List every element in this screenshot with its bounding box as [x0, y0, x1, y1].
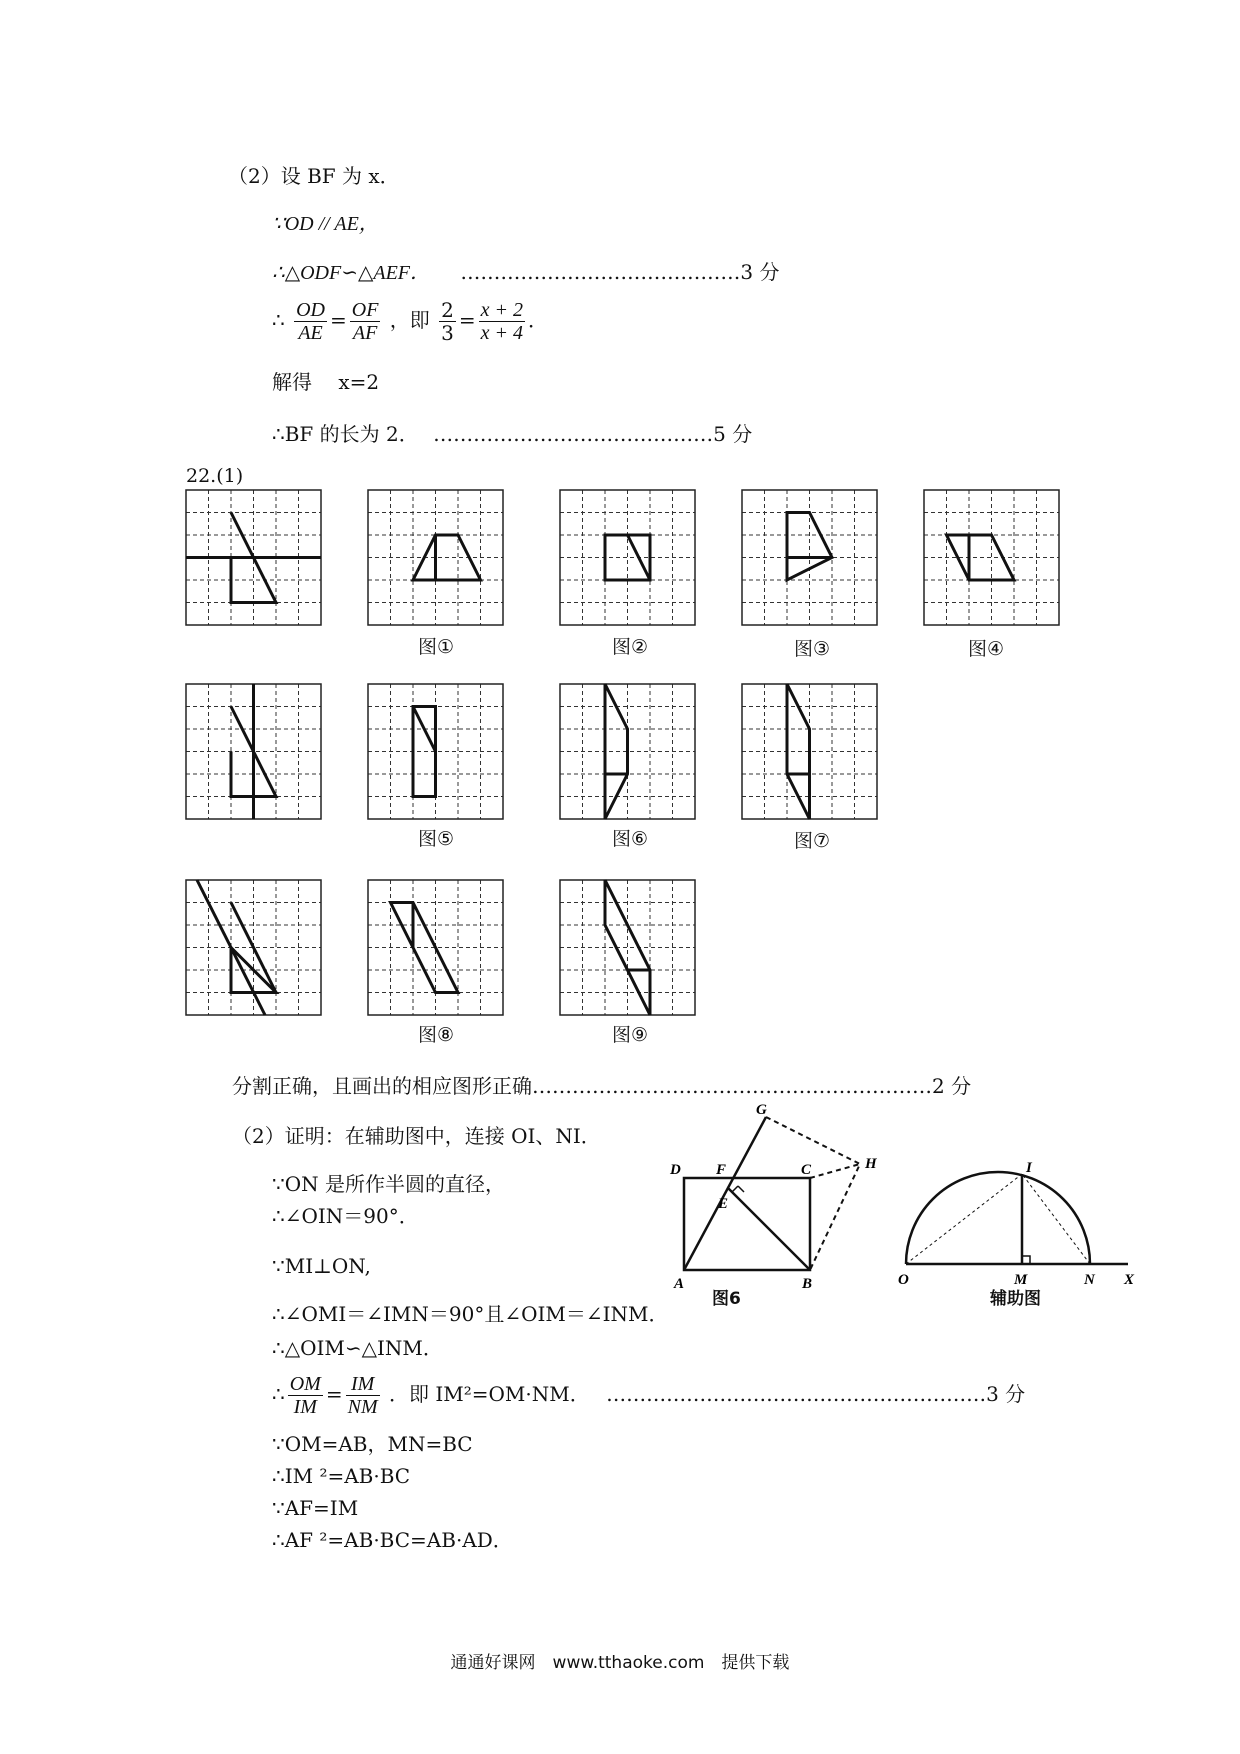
fraction-2-3: $\frac{2}{3}$: [441, 298, 454, 345]
proof-line-7: ∴ $\frac{OM}{IM}$ = $\frac{IM}{NM}$ ．即 IM²=OM·NM． …………………………………………………3 分: [272, 1373, 1026, 1418]
fraction-x-terms: $\frac{x + 2}{x + 4}$: [480, 299, 524, 344]
label-e: E: [718, 1196, 729, 1212]
bf-result: ∴BF 的长为 2．: [272, 422, 419, 446]
rectangle-abcd: [684, 1178, 810, 1270]
caption-fig7: 图⑦: [794, 830, 831, 852]
line-od-parallel-ae: ∵OD // AE，: [272, 213, 379, 235]
fraction-om-im: $\frac{OM}{IM}$: [289, 1373, 321, 1418]
label-b: B: [802, 1276, 813, 1292]
caption-fig3: 图③: [794, 638, 831, 660]
proof-line-7-rest: ．即 IM²=OM·NM．: [388, 1382, 590, 1406]
label-n: N: [1084, 1272, 1095, 1288]
label-m: M: [1014, 1272, 1028, 1288]
segment-oi: [906, 1174, 1022, 1264]
caption-fig5: 图⑤: [418, 828, 455, 850]
segment-eb: [728, 1188, 810, 1270]
caption-fig2: 图②: [612, 636, 649, 658]
label-o: O: [898, 1272, 909, 1288]
caption-fig4: 图④: [968, 638, 1005, 660]
proof-line-6: ∴△OIM∽△INM．: [272, 1336, 443, 1360]
dashed-gh-hb: [766, 1117, 860, 1270]
fraction-im-nm: $\frac{IM}{NM}$: [347, 1373, 378, 1418]
caption-fig8: 图⑧: [418, 1024, 455, 1046]
label-f: F: [716, 1162, 727, 1178]
caption-auxiliary: 辅助图: [990, 1289, 1041, 1309]
line-solve: 解得 x=2: [272, 370, 380, 394]
therefore-symbol: ∴: [272, 308, 285, 332]
proof-intro: （2）证明：在辅助图中，连接 OI、NI．: [232, 1124, 601, 1148]
label-c: C: [801, 1162, 812, 1178]
segment-ni: [1022, 1174, 1090, 1264]
proof-line-3: ∴∠OIN＝90°．: [272, 1204, 419, 1228]
proof-line-8: ∵OM=AB，MN=BC: [272, 1432, 473, 1456]
footer-credit: 通通好课网 www.tthaoke.com 提供下载: [450, 1653, 790, 1673]
label-i: I: [1026, 1160, 1032, 1176]
q22-score-line: 分割正确，且画出的相应图形正确……………………………………………………2 分: [232, 1074, 972, 1098]
proof-line-5: ∴∠OMI＝∠IMN＝90°且∠OIM＝∠INM．: [272, 1302, 669, 1326]
proof-line-11: ∴AF ²=AB·BC=AB·AD．: [272, 1528, 513, 1552]
semicircle: [906, 1172, 1090, 1264]
label-a: A: [674, 1276, 685, 1292]
line-ratio-equation: ∴ $\frac{OD}{AE}$ = $\frac{OF}{AF}$ ，即 $\frac{2}{3}$ = $\frac{x + 2}{x + 4}$ ．: [272, 298, 549, 345]
caption-fig1: 图①: [418, 636, 455, 658]
score-dots: ……………………………………3 分: [460, 260, 780, 284]
auxiliary-diagram: [896, 1110, 1156, 1310]
line-set-bf: （2）设 BF 为 x．: [228, 164, 400, 188]
similar-statement: ∴△ODF∽△AEF．: [272, 262, 430, 284]
fraction-od-ae: $\frac{OD}{AE}$: [296, 299, 325, 344]
proof-line-10: ∵AF=IM: [272, 1496, 359, 1520]
label-h: H: [865, 1156, 877, 1172]
q22-header: 22.(1): [186, 465, 244, 487]
proof-line-4: ∵MI⊥ON,: [272, 1254, 371, 1278]
label-g: G: [756, 1102, 767, 1118]
proof-score-dots: …………………………………………………3 分: [606, 1382, 1026, 1406]
proof-line-2: ∵ON 是所作半圆的直径，: [272, 1172, 505, 1196]
namely-text: ，即: [389, 308, 430, 332]
score-dots-5: ……………………………………5 分: [433, 422, 753, 446]
segment-ag: [684, 1117, 766, 1270]
caption-fig6: 图⑥: [612, 828, 649, 850]
caption-fig9: 图⑨: [612, 1024, 649, 1046]
caption-figure-6: 图6: [712, 1289, 741, 1309]
label-d: D: [670, 1162, 681, 1178]
label-x: X: [1124, 1272, 1135, 1288]
figure-6-diagram: [668, 1100, 928, 1310]
proof-line-9: ∴IM ²=AB·BC: [272, 1464, 411, 1488]
fraction-of-af: $\frac{OF}{AF}$: [351, 299, 379, 344]
